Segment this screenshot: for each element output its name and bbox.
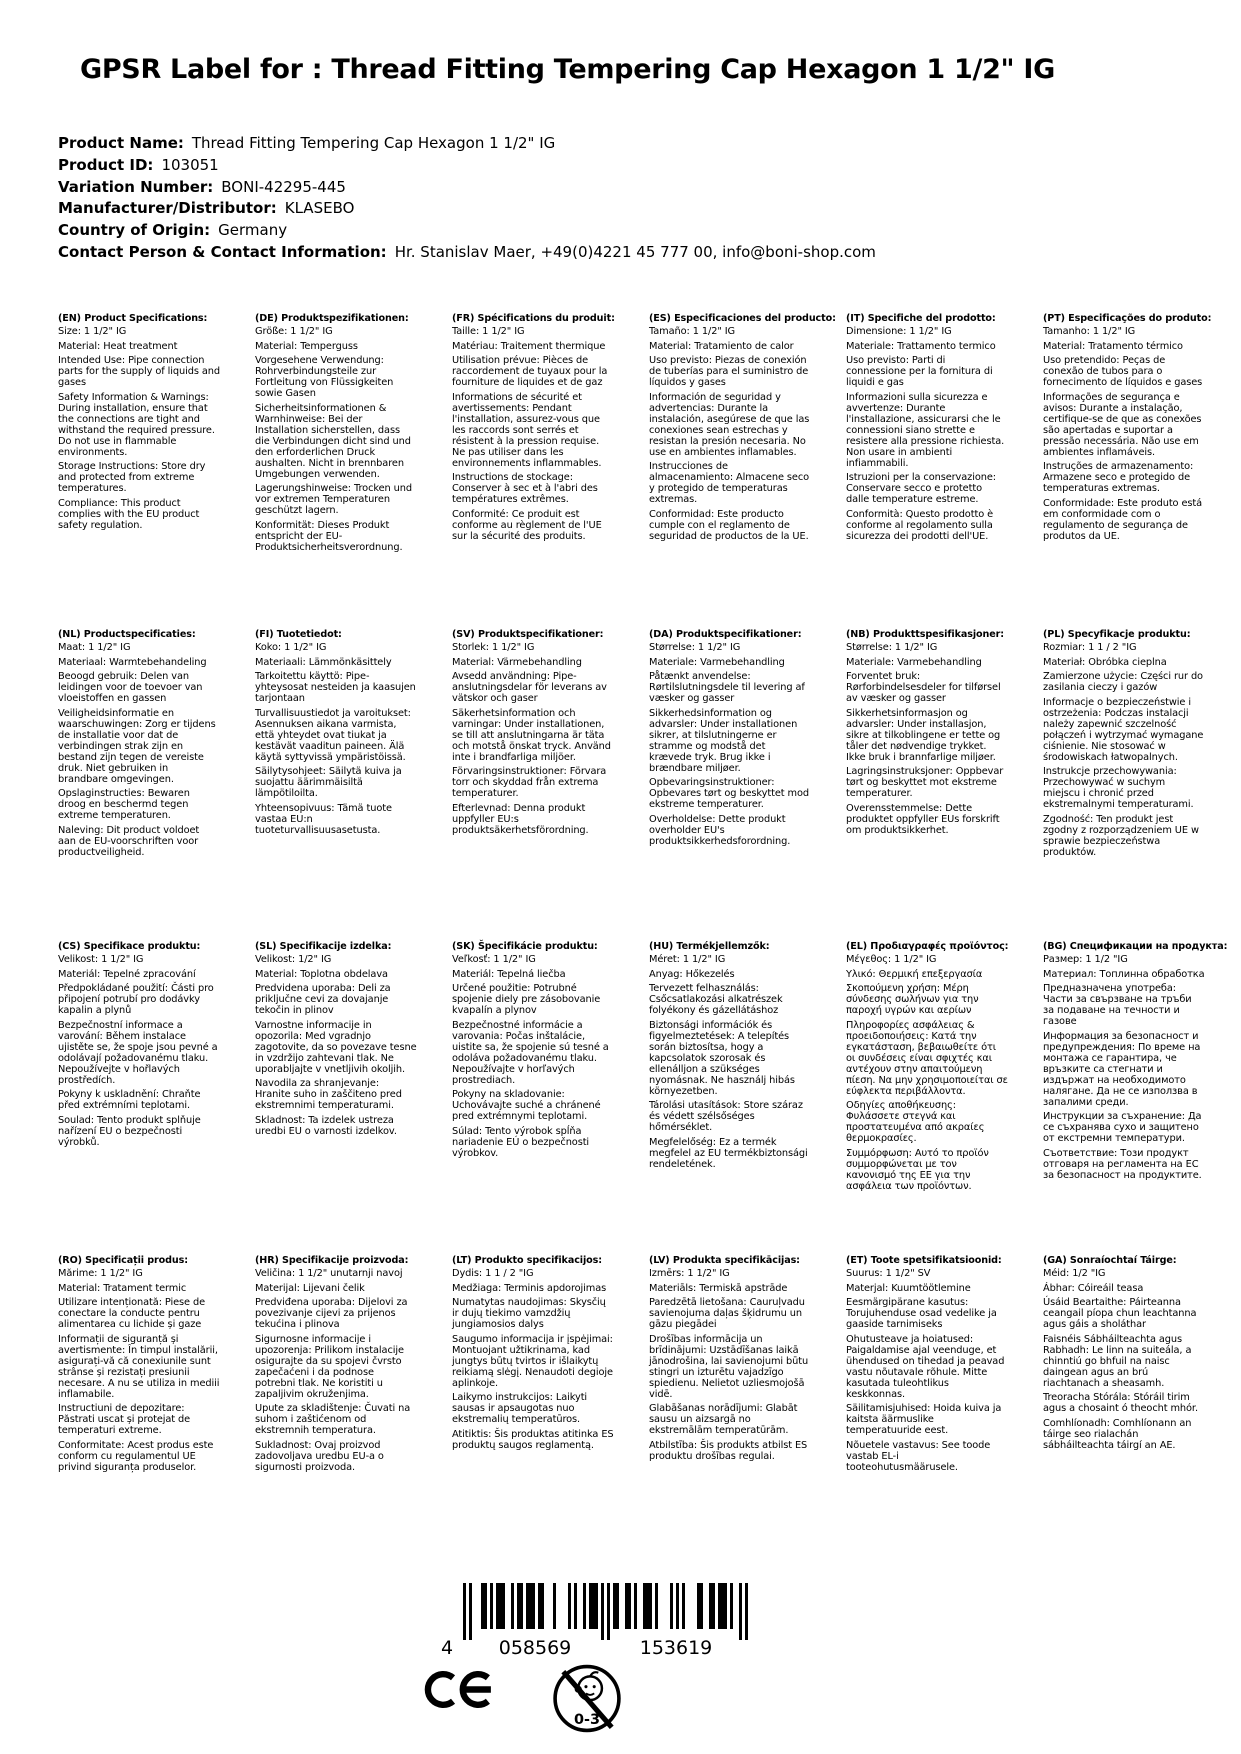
spec-paragraph: Conformità: Questo prodotto è conforme al regolamento sulla sicurezza dei prodotti dell'UE. [846, 508, 994, 542]
spec-paragraph: Suurus: 1 1/2" SV [846, 1268, 931, 1279]
spec-paragraph: Sigurnosne informacije i upozorenja: Prilikom instalacije osigurajte da su spojevi čvrsto zapečaćeni i da podnose potrebni tlak. Ne koristiti u zapaljivim okruženjima. [255, 1333, 404, 1400]
spec-block-title: (GA) Sonraíochtaí Táirge: [1043, 1255, 1177, 1266]
spec-grid [58, 313, 1228, 1476]
spec-paragraph: Biztonsági információk és figyelmeztetések: A telepítés során biztosítsa, hogy a kapcsolatok szorosak és ellenálljon a szükséges nyomásnak. Ne használj hibás környezetben. [649, 1019, 795, 1097]
spec-paragraph: Turvallisuustiedot ja varoitukset: Asennuksen aikana varmista, että yhteydet ovat tiukat ja kestävät vaaditun paineen. Älä käytä syttyvissä ympäristöissä. [255, 707, 411, 763]
spec-paragraph: Drošības informācija un brīdinājumi: Uzstādīšanas laikā jānodrošina, lai savienojumi būtu stingri un izturētu vajadzīgo spiedienu. Nelietot uzliesmojošā vidē. [649, 1333, 809, 1400]
spec-paragraph: Overholdelse: Dette produkt overholder EU's produktsikkerhedsforordning. [649, 813, 791, 847]
spec-block-title: (LT) Produkto specifikacijos: [452, 1255, 603, 1266]
spec-paragraph: Numatytas naudojimas: Skysčių ir dujų tiekimo vamzdžių jungiamosios dalys [452, 1297, 606, 1330]
spec-paragraph: Atbilstība: Šis produkts atbilst ES produktu drošības regulai. [649, 1439, 808, 1462]
product-info-label: Product Name: [58, 134, 184, 152]
spec-paragraph: Инструкции за съхранение: Да се съхранява сухо и защитено от екстремни температури. [1043, 1111, 1202, 1144]
spec-paragraph: Υλικό: Θερμική επεξεργασία [846, 968, 983, 980]
spec-paragraph: Konformität: Dieses Produkt entspricht der EU-Produktsicherheitsverordnung. [255, 519, 403, 553]
age-warning-0-3-icon [552, 1658, 622, 1739]
ean13-barcode [433, 1583, 753, 1657]
spec-paragraph: Conformitate: Acest produs este conform cu regulamentul UE privind siguranța produselor. [58, 1439, 214, 1473]
spec-paragraph: Méid: 1/2 "IG [1043, 1268, 1106, 1279]
spec-block-sv [452, 629, 614, 941]
spec-block-cs [58, 941, 220, 1255]
spec-paragraph: Informații de siguranță și avertismente: În timpul instalării, asigurați-vă că conexiunile sunt strânse și rezistați presiunii necesare. A nu se utiliza in mediii inflamabile. [58, 1333, 220, 1400]
spec-paragraph: Uso pretendido: Peças de conexão de tubos para o fornecimento de líquidos e gases [1043, 355, 1203, 388]
spec-paragraph: Material: Toplotna obdelava [255, 968, 388, 980]
spec-block-el [846, 941, 1008, 1255]
spec-paragraph: Uso previsto: Piezas de conexión de tuberías para el suministro de líquidos y gases [649, 355, 809, 388]
page-title: GPSR Label for : Thread Fitting Tempering Cap Hexagon 1 1/2" IG [79, 54, 1056, 85]
spec-block-title: (DE) Produktspezifikationen: [255, 313, 409, 324]
product-info-label: Variation Number: [58, 177, 214, 196]
spec-paragraph: Předpokládané použití: Části pro připojení potrubí pro dodávky kapalin a plynů [58, 983, 214, 1016]
spec-paragraph: Størrelse: 1 1/2" IG [649, 642, 741, 653]
spec-block-title: (HR) Specifikacije proizvoda: [255, 1255, 409, 1266]
product-info-value: Thread Fitting Tempering Cap Hexagon 1 1/2" IG [191, 134, 556, 152]
spec-paragraph: Veličina: 1 1/2" unutarnji navoj [255, 1268, 403, 1279]
spec-paragraph: Laikymo instrukcijos: Laikyti sausas ir apsaugotas nuo ekstremalių temperatūros. [452, 1392, 588, 1425]
spec-paragraph: Materiale: Varmebehandling [846, 656, 982, 668]
spec-paragraph: Predvidena uporaba: Deli za priključne cevi za dovajanje tekočin in plinov [255, 983, 391, 1016]
spec-paragraph: Informações de segurança e avisos: Durante a instalação, certifique-se de que as conexões são apertadas e suportar a pressão necessária. Não use em ambientes inflamáveis. [1043, 391, 1202, 458]
spec-paragraph: Lagerungshinweise: Trocken und vor extremen Temperaturen geschützt lagern. [255, 483, 412, 516]
spec-paragraph: Sikkerhedsinformation og advarsler: Under installationen sikrer, at tilslutningerne er stramme og modstå det krævede tryk. Brug ikke i brændbare miljøer. [649, 707, 798, 774]
spec-paragraph: Méret: 1 1/2" IG [649, 954, 726, 965]
spec-paragraph: Pokyny na skladovanie: Uchovávajte suché a chránené pred extrémnymi teplotami. [452, 1089, 601, 1122]
spec-paragraph: Materiāls: Termiskā apstrāde [649, 1282, 788, 1294]
spec-paragraph: Safety Information & Warnings: During installation, ensure that the connections are tight and withstand the required pressure. Do not use in flammable environments. [58, 391, 215, 458]
spec-paragraph: Tervezett felhasználás: Csőcsatlakozási alkatrészek folyékony és gázellátáshoz [649, 983, 783, 1016]
spec-paragraph: Opbevaringsinstruktioner: Opbevares tørt og beskyttet mod ekstreme temperaturer. [649, 777, 809, 810]
spec-block-title: (LV) Produkta specifikācijas: [649, 1255, 800, 1266]
spec-paragraph: Overensstemmelse: Dette produktet oppfyller EUs forskrift om produktsikkerhet. [846, 802, 1000, 836]
spec-paragraph: Предназначена употреба: Части за свързване на тръби за подаване на течности и газове [1043, 983, 1192, 1027]
spec-paragraph: Avsedd användning: Pipe-anslutningsdelar för leverans av vätskor och gaser [452, 671, 607, 704]
spec-paragraph: Opslaginstructies: Bewaren droog en beschermd tegen extreme temperaturen. [58, 788, 190, 821]
spec-paragraph: Tarkoitettu käyttö: Pipe-yhteysosat nesteiden ja kaasujen tarjontaan [255, 671, 416, 704]
spec-block-nl [58, 629, 220, 941]
spec-paragraph: Sikkerhetsinformasjon og advarsler: Under installasjon, sikre at tilkoblingene er tette og tåler det nødvendige trykket. Ikke bruk i brannfarlige miljøer. [846, 707, 1001, 763]
spec-paragraph: Intended Use: Pipe connection parts for the supply of liquids and gases [58, 355, 220, 388]
ce-mark-icon [424, 1668, 498, 1711]
barcode-group2: 153619 [639, 1637, 713, 1657]
spec-paragraph: Uso previsto: Parti di connessione per la fornitura di liquidi e gas [846, 355, 993, 388]
product-info-row [58, 220, 876, 242]
spec-paragraph: Comhlíonadh: Comhlíonann an táirge seo rialachán sábháilteachta táirgí an AE. [1043, 1417, 1192, 1451]
spec-paragraph: Taille: 1 1/2" IG [452, 326, 525, 337]
product-info-label: Country of Origin: [58, 221, 211, 240]
product-info-row [58, 177, 876, 199]
spec-paragraph: Velikost: 1/2" IG [255, 954, 332, 965]
spec-paragraph: Glabāšanas norādījumi: Glabāt sausu un aizsargā no ekstremālām temperatūrām. [649, 1403, 798, 1436]
spec-paragraph: Materijal: Lijevani čelik [255, 1282, 365, 1294]
spec-paragraph: Dimensione: 1 1/2" IG [846, 326, 952, 337]
spec-paragraph: Faisnéis Sábháilteachta agus Rabhadh: Le linn na suiteála, a chinntiú go bhfuil na naisc daingean agus an brú riachtanach a sheasamh. [1043, 1333, 1192, 1389]
product-info-value: Germany [218, 221, 288, 240]
spec-paragraph: Rozmiar: 1 1 / 2 "IG [1043, 642, 1137, 653]
spec-block-title: (NB) Produkttspesifikasjoner: [846, 629, 1005, 640]
spec-paragraph: Conformité: Ce produit est conforme au règlement de l'UE sur la sécurité des produits. [452, 508, 602, 542]
spec-paragraph: Materiał: Obróbka cieplna [1043, 656, 1167, 668]
spec-block-bg [1043, 941, 1228, 1255]
spec-paragraph: Informacje o bezpieczeństwie i ostrzeżenia: Podczas instalacji należy zapewnić szczelność połączeń i wytrzymać wymagane ciśnienie. Nie stosować w środowiskach łatwopalnych. [1043, 696, 1204, 763]
spec-paragraph: Størrelse: 1 1/2" IG [846, 642, 938, 653]
spec-paragraph: Storage Instructions: Store dry and protected from extreme temperatures. [58, 461, 206, 494]
spec-paragraph: Conformidad: Este producto cumple con el reglamento de seguridad de productos de la UE. [649, 508, 809, 542]
spec-paragraph: Medžiaga: Terminis apdorojimas [452, 1282, 607, 1294]
spec-paragraph: Storlek: 1 1/2" IG [452, 642, 535, 653]
spec-paragraph: Utilizare intenționată: Piese de conectare la conducte pentru alimentarea cu lichide și gaze [58, 1297, 206, 1330]
spec-block-lv [649, 1255, 811, 1476]
spec-paragraph: Größe: 1 1/2" IG [255, 326, 333, 337]
spec-block-pl [1043, 629, 1205, 941]
spec-paragraph: Materiál: Tepelná liečba [452, 968, 566, 980]
barcode-group1: 058569 [498, 1637, 572, 1657]
product-info-row [58, 133, 876, 155]
spec-paragraph: Μέγεθος: 1 1/2" IG [846, 954, 937, 965]
spec-paragraph: Instrukcje przechowywania: Przechowywać w suchym miejscu i chronić przed ekstremalnymi temperaturami. [1043, 766, 1194, 810]
spec-paragraph: Size: 1 1/2" IG [58, 326, 127, 337]
product-info-label: Manufacturer/Distributor: [58, 199, 277, 218]
spec-paragraph: Maat: 1 1/2" IG [58, 642, 131, 653]
spec-paragraph: Instrucciones de almacenamiento: Almacene seco y protegido de temperaturas extremas. [649, 461, 809, 505]
spec-paragraph: Πληροφορίες ασφάλειας & προειδοποιήσεις: Κατά την εγκατάσταση, βεβαιωθείτε ότι οι συνδέσεις είναι σφιχτές και αντέχουν στην απαιτούμενη πίεση. Να μην χρησιμοποιείται σε εύφλεκτα περιβάλλοντα. [846, 1019, 1008, 1097]
spec-paragraph: Megfelelőség: Ez a termék megfelel az EU termékbiztonsági rendeletének. [649, 1136, 808, 1170]
spec-paragraph: Οδηγίες αποθήκευσης: Φυλάσσετε στεγνά και προστατευμένα από ακραίες θερμοκρασίες. [846, 1100, 985, 1144]
spec-block-title: (PT) Especificações do produto: [1043, 313, 1212, 324]
product-info-value: KLASEBO [284, 199, 355, 218]
product-info-row [58, 242, 876, 264]
spec-paragraph: Material: Heat treatment [58, 340, 178, 352]
spec-paragraph: Beoogd gebruik: Delen van leidingen voor de toevoer van vloeistoffen en gassen [58, 671, 203, 704]
spec-paragraph: Velikost: 1 1/2" IG [58, 954, 144, 965]
spec-block-fi [255, 629, 417, 941]
spec-block-title: (NL) Productspecificaties: [58, 629, 196, 640]
spec-paragraph: Mărime: 1 1/2" IG [58, 1268, 143, 1279]
spec-paragraph: Compliance: This product complies with the EU product safety regulation. [58, 497, 200, 531]
product-info-row [58, 198, 876, 220]
spec-paragraph: Treoracha Stórála: Stóráil tirim agus a chosaint ó theocht mhór. [1043, 1392, 1198, 1414]
spec-paragraph: Paredzētā lietošana: Cauruļvadu savienojuma daļas šķidrumu un gāzu piegādei [649, 1297, 805, 1330]
spec-block-et [846, 1255, 1008, 1476]
spec-paragraph: Información de seguridad y advertencias: Durante la instalación, asegúrese de que las conexiones sean estrechas y resistan la presión necesaria. No use en ambientes inflamables. [649, 391, 810, 458]
spec-paragraph: Säilytysohjeet: Säilytä kuiva ja suojattu äärimmäisiltä lämpötiloilta. [255, 766, 402, 799]
spec-block-fr [452, 313, 614, 629]
spec-paragraph: Förvaringsinstruktioner: Förvara torr och skyddad från extrema temperaturer. [452, 766, 607, 799]
spec-paragraph: Material: Tratamento térmico [1043, 340, 1183, 352]
product-info-label: Contact Person & Contact Information: [58, 242, 387, 261]
spec-block-ro [58, 1255, 220, 1476]
spec-paragraph: Materiaal: Warmtebehandeling [58, 656, 207, 668]
spec-paragraph: Efterlevnad: Denna produkt uppfyller EU:s produktsäkerhetsförordning. [452, 802, 589, 836]
product-info-value: Hr. Stanislav Maer, +49(0)4221 45 777 00, info@boni-shop.com [394, 242, 876, 261]
spec-paragraph: Veiligheidsinformatie en waarschuwingen: Zorg er tijdens de installatie voor dat de verbindingen strak zijn en bestand zijn tegen de vereiste druk. Niet gebruiken in brandbare omgevingen. [58, 707, 216, 785]
spec-paragraph: Material: Tratament termic [58, 1282, 187, 1294]
spec-paragraph: Materjal: Kuumtöötlemine [846, 1282, 971, 1294]
spec-paragraph: Úsáid Beartaithe: Páirteanna ceangail píopa chun leachtanna agus gáis a sholáthar [1043, 1297, 1197, 1330]
spec-paragraph: Utilisation prévue: Pièces de raccordement de tuyaux pour la fourniture de liquides et de gaz [452, 355, 608, 388]
product-info-value: BONI-42295-445 [221, 177, 346, 196]
spec-paragraph: Ohutusteave ja hoiatused: Paigaldamise ajal veenduge, et ühendused on tihedad ja peavad vastu nõutavale rõhule. Mitte kasutada tuleohtlikus keskkonnas. [846, 1333, 1005, 1400]
spec-block-nb [846, 629, 1008, 941]
spec-block-title: (IT) Specifiche del prodotto: [846, 313, 996, 324]
spec-block-de [255, 313, 417, 629]
spec-block-es [649, 313, 836, 629]
spec-block-title: (SL) Specifikacije izdelka: [255, 941, 392, 952]
barcode-prefix-digit: 4 [440, 1637, 454, 1657]
spec-paragraph: Istruzioni per la conservazione: Conservare secco e protetto dalle temperature estreme. [846, 472, 996, 505]
spec-paragraph: Bezpečnostní informace a varování: Během instalace ujistěte se, že spoje jsou pevné a odolávají požadovanému tlaku. Nepoužívejte v hořlavých prostředích. [58, 1019, 218, 1086]
spec-block-title: (EL) Προδιαγραφές προϊόντος: [846, 941, 1009, 952]
spec-block-sk [452, 941, 614, 1255]
spec-paragraph: Materiaali: Lämmönkäsittely [255, 656, 392, 668]
spec-block-title: (FI) Tuotetiedot: [255, 629, 342, 640]
spec-paragraph: Instructions de stockage: Conserver à sec et à l'abri des températures extrêmes. [452, 472, 598, 505]
spec-paragraph: Izmērs: 1 1/2" IG [649, 1268, 730, 1279]
spec-paragraph: Zamierzone użycie: Części rur do zasilania cieczy i gazów [1043, 671, 1203, 693]
spec-block-title: (HU) Termékjellemzők: [649, 941, 770, 952]
spec-block-title: (ES) Especificaciones del producto: [649, 313, 836, 324]
spec-paragraph: Съответствие: Този продукт отговаря на регламента на ЕС за безопасност на продуктите. [1043, 1147, 1202, 1181]
spec-paragraph: Размер: 1 1/2 "IG [1043, 954, 1128, 965]
spec-paragraph: Vorgesehene Verwendung: Rohrverbindungsteile zur Fortleitung von Flüssigkeiten sowie Gasen [255, 355, 394, 399]
spec-paragraph: Material: Värmebehandling [452, 656, 582, 668]
spec-paragraph: Material: Tratamiento de calor [649, 340, 794, 352]
product-info-row [58, 155, 876, 177]
age-warning-label: 0-3 [573, 1712, 601, 1729]
spec-paragraph: Tamanho: 1 1/2" IG [1043, 326, 1136, 337]
spec-paragraph: Varnostne informacije in opozorila: Med vgradnjo zagotovite, da so povezave tesne in vzdržijo zahtevani tlak. Ne uporabljajte v vnetljivih okoljih. [255, 1019, 417, 1075]
spec-paragraph: Materiál: Tepelné zpracování [58, 968, 196, 980]
spec-paragraph: Instructiuni de depozitare: Păstrati uscat și protejat de temperaturi extreme. [58, 1403, 191, 1436]
spec-paragraph: Matériau: Traitement thermique [452, 340, 606, 352]
product-info [58, 133, 876, 264]
product-info-value: 103051 [161, 155, 219, 174]
product-info-label: Product ID: [58, 155, 154, 174]
spec-block-title: (EN) Product Specifications: [58, 313, 208, 324]
spec-block-title: (BG) Спецификации на продукта: [1043, 941, 1228, 952]
spec-block-pt [1043, 313, 1212, 629]
spec-block-title: (FR) Spécifications du produit: [452, 313, 615, 324]
spec-paragraph: Saugumo informacija ir įspėjimai: Montuojant užtikrinama, kad jungtys būtų tvirtos ir išlaikytų reikiamą slėgį. Nenaudoti degioje aplinkoje. [452, 1333, 613, 1389]
spec-paragraph: Instruções de armazenamento: Armazene seco e protegido de temperaturas extremas. [1043, 461, 1194, 494]
spec-paragraph: Informations de sécurité et avertissements: Pendant l'installation, assurez-vous que les raccords sont serrés et résistent à la pression requise. Ne pas utiliser dans les environnements inflammables. [452, 391, 602, 469]
spec-block-da [649, 629, 811, 941]
spec-paragraph: Eesmärgipärane kasutus: Torujuhenduse osad vedelike ja gaaside tarnimiseks [846, 1297, 997, 1330]
spec-paragraph: Veľkosť: 1 1/2" IG [452, 954, 536, 965]
spec-block-title: (SK) Špecifikácie produktu: [452, 941, 598, 952]
spec-paragraph: Säkerhetsinformation och varningar: Under installationen, se till att anslutningarna är täta och motstå önskat tryck. Använd inte i brandfarliga miljöer. [452, 707, 611, 763]
spec-paragraph: Sicherheitsinformationen & Warnhinweise: Bei der Installation sicherstellen, dass die Verbindungen dicht sind und den erforderlichen Druck aushalten. Nicht in brennbaren Umgebungen verwenden. [255, 402, 411, 480]
spec-paragraph: Tamaño: 1 1/2" IG [649, 326, 736, 337]
spec-paragraph: Soulad: Tento produkt splňuje nařízení EU o bezpečnosti výrobků. [58, 1114, 201, 1148]
spec-paragraph: Pokyny k uskladnění: Chraňte před extrémními teplotami. [58, 1089, 201, 1111]
spec-block-hu [649, 941, 811, 1255]
spec-paragraph: Dydis: 1 1 / 2 "IG [452, 1268, 534, 1279]
spec-paragraph: Συμμόρφωση: Αυτό το προϊόν συμμορφώνεται με τον κανονισμό της ΕΕ για την ασφάλεια των προϊόντων. [846, 1147, 989, 1192]
spec-paragraph: Skladnost: Ta izdelek ustreza uredbi EU o varnosti izdelkov. [255, 1114, 397, 1137]
spec-paragraph: Naleving: Dit product voldoet aan de EU-voorschriften voor productveiligheid. [58, 824, 200, 858]
spec-paragraph: Säilitamisjuhised: Hoida kuiva ja kaitsta äärmuslike temperatuuride eest. [846, 1403, 1002, 1436]
spec-block-title: (SV) Produktspecifikationer: [452, 629, 604, 640]
spec-block-lt [452, 1255, 614, 1476]
spec-paragraph: Bezpečnostné informácie a varovania: Počas inštalácie, uistite sa, že spojenie sú tesné a odoláva požadovanému tlaku. Nepoužívajte v horľavých prostrediach. [452, 1019, 609, 1086]
spec-paragraph: Материал: Топлинна обработка [1043, 968, 1205, 980]
spec-block-title: (DA) Produktspecifikationer: [649, 629, 802, 640]
spec-paragraph: Sukladnost: Ovaj proizvod zadovoljava uredbu EU-a o sigurnosti proizvoda. [255, 1439, 384, 1473]
spec-paragraph: Conformidade: Este produto está em conformidade com o regulamento de segurança de produtos da UE. [1043, 497, 1203, 542]
spec-block-title: (ET) Toote spetsifikatsioonid: [846, 1255, 1002, 1266]
spec-block-ga [1043, 1255, 1205, 1476]
spec-block-sl [255, 941, 417, 1255]
spec-paragraph: Navodila za shranjevanje: Hranite suho in zaščiteno pred ekstremnimi temperaturami. [255, 1078, 402, 1111]
spec-paragraph: Σκοπούμενη χρήση: Μέρη σύνδεσης σωλήνων για την παροχή υγρών και αερίων [846, 983, 979, 1016]
spec-paragraph: Yhteensopivuus: Tämä tuote vastaa EU:n tuoteturvallisuusasetusta. [255, 802, 392, 836]
spec-paragraph: Atitiktis: Šis produktas atitinka ES produktų saugos reglamentą. [452, 1428, 614, 1451]
spec-paragraph: Anyag: Hőkezelés [649, 968, 735, 980]
spec-paragraph: Material: Temperguss [255, 340, 358, 352]
spec-block-title: (RO) Specificații produs: [58, 1255, 188, 1266]
spec-paragraph: Určené použitie: Potrubné spojenie diely pre zásobovanie kvapalín a plynov [452, 983, 601, 1016]
spec-paragraph: Nõuetele vastavus: See toode vastab EL-i tooteohutusmäärusele. [846, 1439, 991, 1473]
spec-paragraph: Påtænkt anvendelse: Rørtilslutningsdele til levering af væsker og gasser [649, 671, 805, 704]
spec-paragraph: Materiale: Varmebehandling [649, 656, 785, 668]
spec-block-it [846, 313, 1008, 629]
spec-paragraph: Informazioni sulla sicurezza e avvertenze: Durante l'installazione, assicurarsi che le connessioni siano strette e resistere alla pressione richiesta. Non usare in ambienti infiammabili. [846, 391, 1005, 469]
spec-paragraph: Koko: 1 1/2" IG [255, 642, 327, 653]
spec-block-en [58, 313, 220, 629]
spec-block-title: (PL) Specyfikacje produktu: [1043, 629, 1191, 640]
spec-paragraph: Materiale: Trattamento termico [846, 340, 996, 352]
spec-paragraph: Zgodność: Ten produkt jest zgodny z rozporządzeniem UE w sprawie bezpieczeństwa produktów. [1043, 813, 1199, 858]
spec-paragraph: Информация за безопасност и предупреждения: По време на монтажа се гарантира, че връзките са стегнати и издържат на необходимото налягане. Да не се използва в запалими среди. [1043, 1030, 1201, 1108]
spec-paragraph: Tárolási utasítások: Store száraz és védett szélsőséges hőmérséklet. [649, 1100, 803, 1133]
spec-paragraph: Predviđena uporaba: Dijelovi za povezivanje cijevi za prijenos tekućina i plinova [255, 1297, 408, 1330]
spec-paragraph: Upute za skladištenje: Čuvati na suhom i zaštićenom od ekstremnih temperatura. [255, 1403, 411, 1436]
spec-paragraph: Súlad: Tento výrobok spĺňa nariadenie EÚ o bezpečnosti výrobkov. [452, 1125, 590, 1159]
spec-paragraph: Lagringsinstruksjoner: Oppbevar tørt og beskyttet mot ekstreme temperaturer. [846, 766, 1004, 799]
spec-paragraph: Forventet bruk: Rørforbindelsesdeler for tilførsel av væsker og gasser [846, 671, 1001, 704]
spec-block-title: (CS) Specifikace produktu: [58, 941, 201, 952]
spec-block-hr [255, 1255, 417, 1476]
spec-paragraph: Ábhar: Cóireáil teasa [1043, 1282, 1144, 1294]
